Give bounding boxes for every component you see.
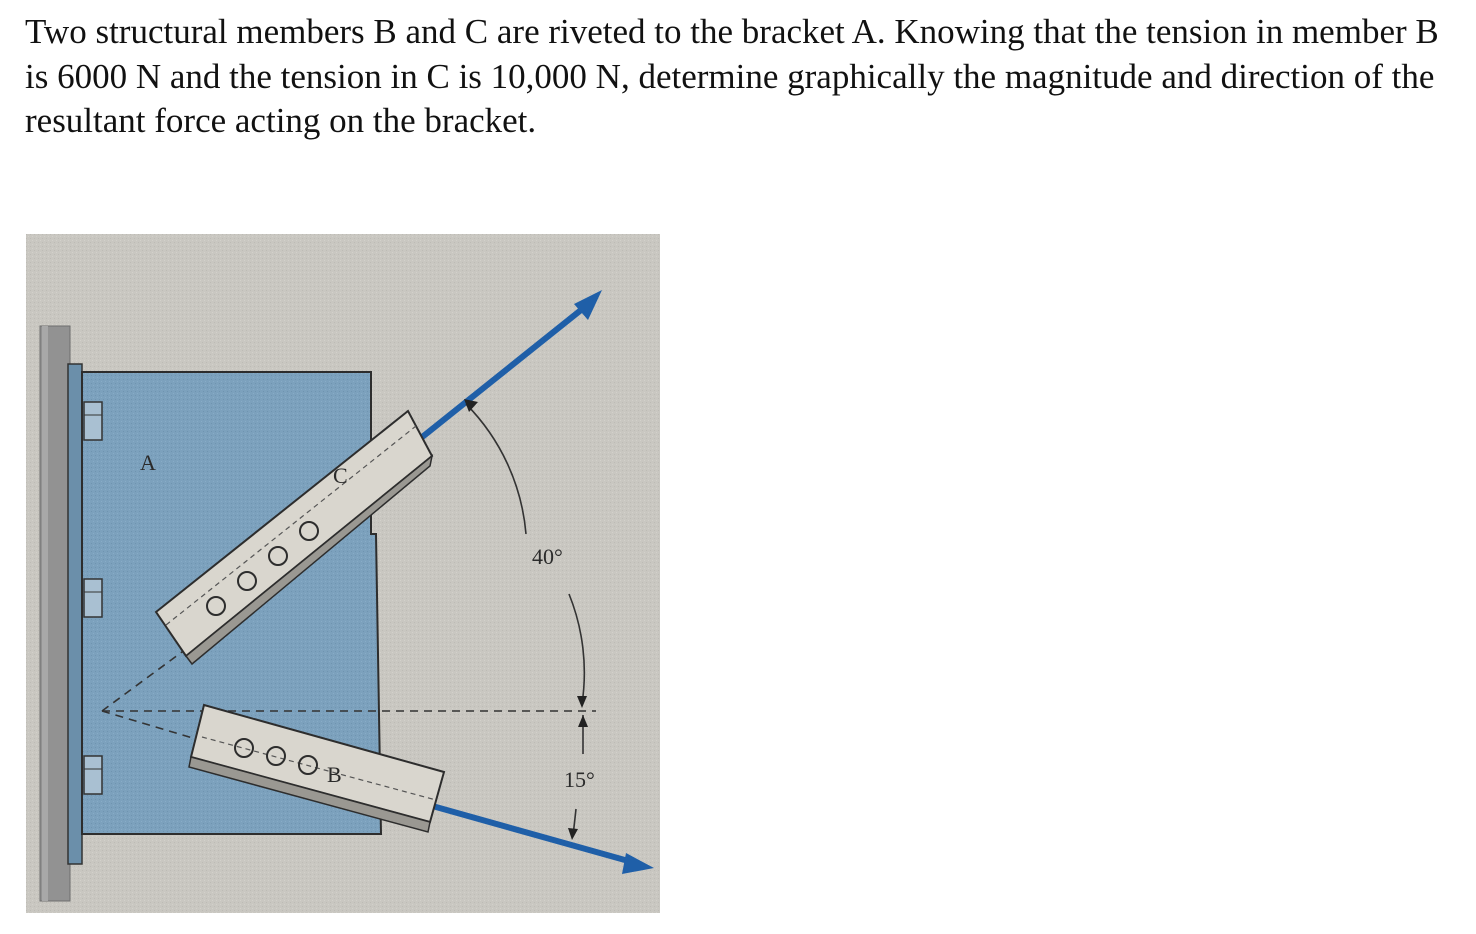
- member-c-label: C: [333, 463, 348, 488]
- bracket-figure: [26, 234, 660, 913]
- wall: [40, 326, 70, 901]
- angle-15-label: 15°: [564, 767, 595, 792]
- problem-statement: Two structural members B and C are riveted to the bracket A. Knowing that the tension in member B is 6000 N and the tension in C is 10,000 N, determine graphically the magnitude and direction of the resultant force acting on the bracket.: [25, 12, 1439, 140]
- bolt-icon: [84, 756, 102, 794]
- bracket-label: A: [140, 450, 156, 475]
- member-b-label: B: [327, 762, 342, 787]
- figure-svg: [26, 234, 660, 913]
- angle-40-label: 40°: [532, 544, 563, 569]
- bolt-icon: [84, 402, 102, 440]
- bolt-icon: [84, 579, 102, 617]
